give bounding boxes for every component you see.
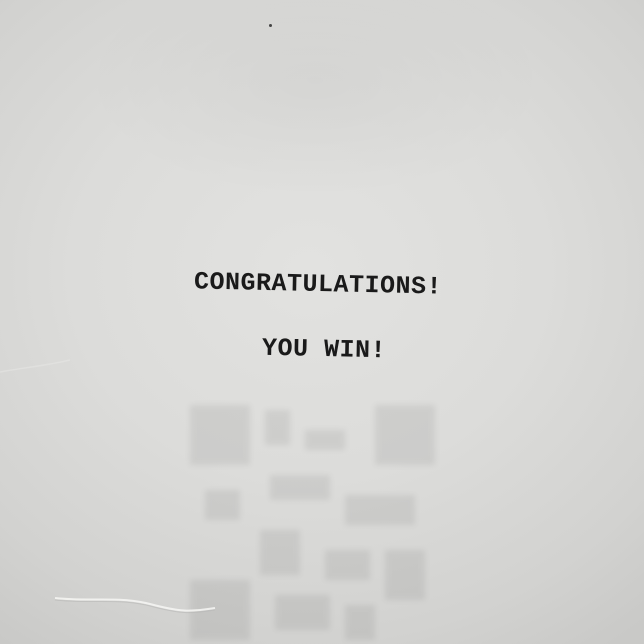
congratulations-heading: CONGRATULATIONS!: [193, 267, 443, 302]
dust-speck: [269, 24, 272, 27]
you-win-subheading: YOU WIN!: [261, 333, 387, 366]
